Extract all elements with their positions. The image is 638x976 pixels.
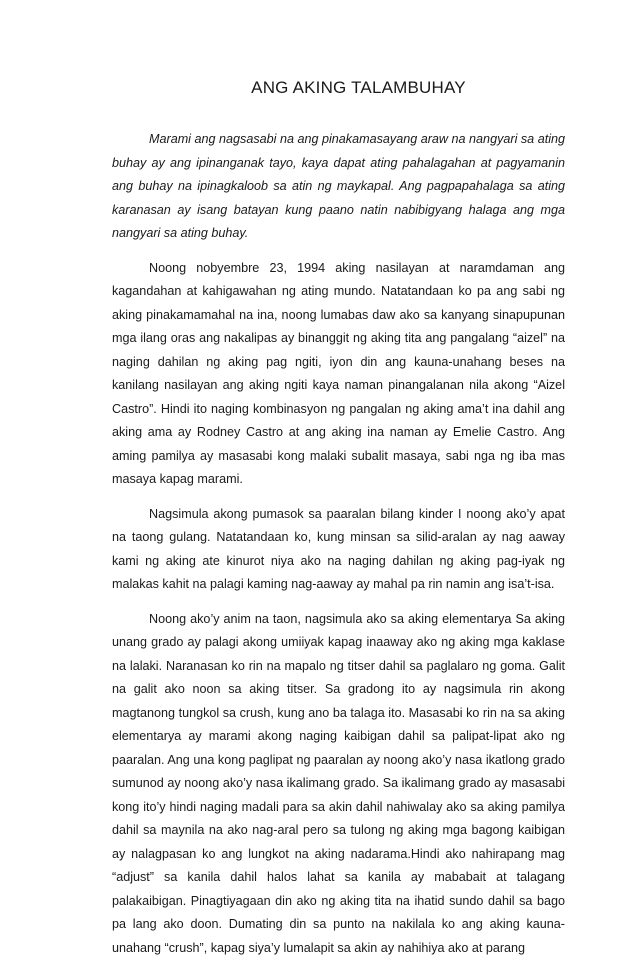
document-title: ANG AKING TALAMBUHAY xyxy=(251,78,466,97)
paragraph-elementary: Noong ako’y anim na taon, nagsimula ako sa aking elementarya Sa aking unang grado ay palagi akong umiiyak kapag inaaway ako ng aking mga kaklase na lalaki. Naranasan ko rin na mapalo ng titser dahil sa paglalaro ng goma. Galit na galit ako noon sa aking titser. Sa gradong ito ay nagsimula rin akong magtanong tungkol sa crush, kung ano ba talaga ito. Masasabi ko rin na sa aking elementarya ay marami akong naging kaibigan dahil sa palipat-lipat ako ng paaralan. Ang una kong paglipat ng paaralan ay noong ako’y nasa ikatlong grado sumunod ay noong ako’y nasa ikalimang grado. Sa ikalimang grado ay masasabi kong ito’y hindi naging madali para sa akin dahil nahiwalay ako sa aking pamilya dahil sa maynila na ako nag-aral pero sa tulong ng aking mga bagong kaibigan ay nalagpasan ko ang lungkot na aking nadarama.Hindi ako nahirapang mag “adjust” sa kanila dahil halos lahat sa kanila ay mababait at talagang palakaibigan. Pinagtiyagaan din ako ng aking tita na ihatid sundo dahil sa bago pa lang ako doon. Dumating din sa punto na nakilala ko ang aking kauna-unahang “crush”, kapag siya’y lumalapit sa akin ay nahihiya ako at parang xyxy=(112,611,565,955)
document-page xyxy=(112,78,565,971)
paragraph-birth: Noong nobyembre 23, 1994 aking nasilayan at naramdaman ang kagandahan at kahigawahan ng ating mundo. Natatandaan ko pa ang sabi ng aking pinakamamahal na ina, noong lumabas daw ako sa kanyang sinapupunan mga ilang oras ang nakalipas ay binanggit ng aking tita ang pangalang “aizel” na naging dahilan ng aking pag ngiti, iyon din ang kauna-unahang beses na kanilang nasilayan ang aking ngiti kaya naman pinangalanan nila akong “Aizel Castro”. Hindi ito naging kombinasyon ng pangalan ng aking ama’t ina dahil ang aking ama ay Rodney Castro at ang aking ina naman ay Emelie Castro. Ang aming pamilya ay masasabi kong malaki subalit masaya, sabi nga ng iba mas masaya kapag marami. xyxy=(112,260,565,486)
paragraph-intro: Marami ang nagsasabi na ang pinakamasayang araw na nangyari sa ating buhay ay ang ipinanganak tayo, kaya dapat ating pahalagahan at pagyamanin ang buhay na ipinagkaloob sa atin ng maykapal. Ang pagpapahalaga sa ating karanasan ay isang batayan kung paano natin nabibigyang halaga ang mga nangyari sa ating buhay. xyxy=(112,132,565,240)
paragraph-kinder: Nagsimula akong pumasok sa paaralan bilang kinder I noong ako’y apat na taong gulang. Natatandaan ko, kung minsan sa silid-aralan ay nag aaway kami ng aking ate kinurot niya ako na naging dahilan ng aking pag-iyak ng malakas kahit na palagi kaming nag-aaway ay mahal pa rin namin ang isa’t-isa. xyxy=(112,506,565,591)
